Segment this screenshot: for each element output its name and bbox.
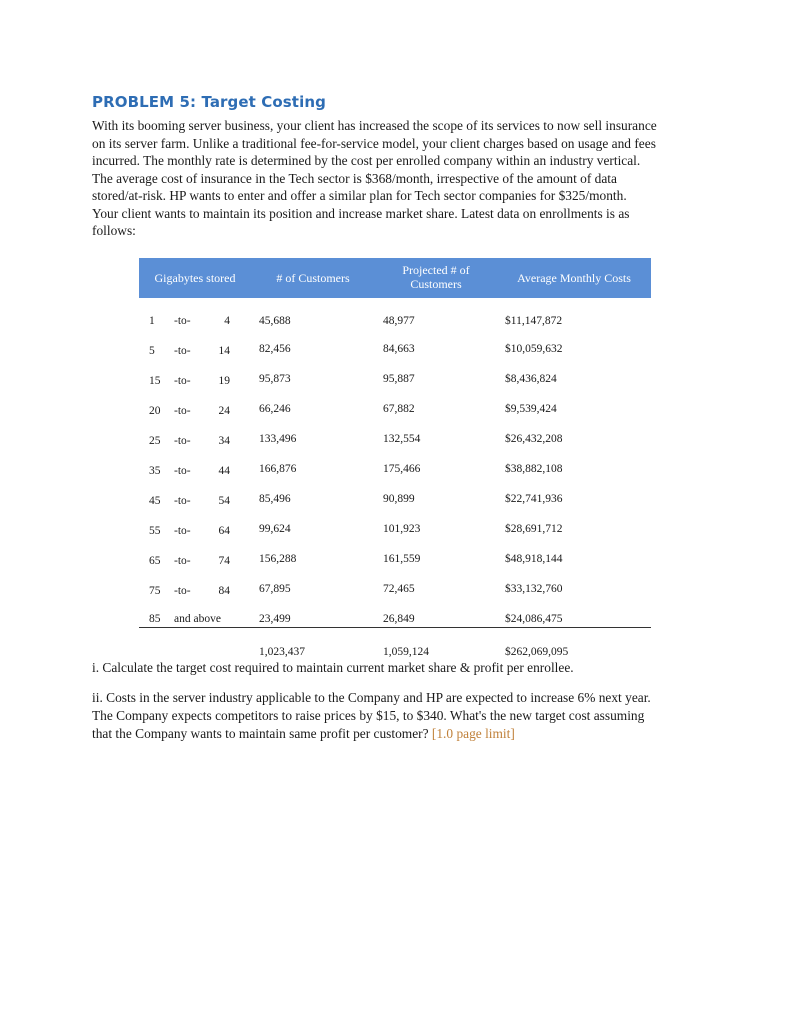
intro-line: follows: <box>92 223 136 238</box>
range-from: 5 <box>149 345 155 357</box>
intro-line: on its server farm. Unlike a traditional fee-for-service model, your client charges based on usage and fees <box>92 135 656 151</box>
cell-customers: 95,873 <box>259 373 291 385</box>
header-projected-line2: Customers <box>410 277 462 291</box>
range-to: 84 <box>218 585 230 597</box>
question-ii-line: The Company expects competitors to raise prices by $15, to $340. What's the new target cost assuming <box>92 708 645 723</box>
cell-costs: $24,086,475 <box>505 613 563 625</box>
question-ii-last-line <box>92 725 515 743</box>
cell-projected: 72,465 <box>383 583 415 595</box>
cell-customers: 85,496 <box>259 493 291 505</box>
cell-costs: $38,882,108 <box>505 463 563 475</box>
cell-projected: 132,554 <box>383 433 421 445</box>
question-ii-line: that the Company wants to maintain same profit per customer? <box>92 726 429 741</box>
range-from: 65 <box>149 555 161 567</box>
total-projected: 1,059,124 <box>383 646 429 658</box>
cell-customers: 99,624 <box>259 523 291 535</box>
cell-projected: 48,977 <box>383 315 415 327</box>
intro-line: Your client wants to maintain its position and increase market share. Latest data on enrollments is as <box>92 205 630 221</box>
cell-customers: 133,496 <box>259 433 297 445</box>
range-to: 34 <box>218 435 230 447</box>
range-from: 55 <box>149 525 161 537</box>
range-from: 75 <box>149 585 161 597</box>
cell-customers: 166,876 <box>259 463 297 475</box>
intro-line: stored/at-risk. HP wants to enter and offer a similar plan for Tech sector companies for $325/month. <box>92 188 627 203</box>
intro-line: The average cost of insurance in the Tech sector is $368/month, irrespective of the amount of data <box>92 170 617 186</box>
range-from: 20 <box>149 405 161 417</box>
cell-costs: $8,436,824 <box>505 373 557 385</box>
cell-costs: $48,918,144 <box>505 553 563 565</box>
range-label: and above <box>174 613 221 625</box>
range-from: 1 <box>149 315 155 327</box>
range-sep: -to- <box>174 495 191 507</box>
problem-heading: PROBLEM 5: Target Costing <box>92 93 326 111</box>
header-projected-line1: Projected # of <box>402 263 470 277</box>
range-sep: -to- <box>174 405 191 417</box>
range-to: 54 <box>218 495 230 507</box>
range-from: 15 <box>149 375 161 387</box>
table-header <box>139 258 651 298</box>
intro-paragraph <box>92 117 702 240</box>
cell-projected: 84,663 <box>383 343 415 355</box>
question-i: i. Calculate the target cost required to maintain current market share & profit per enrollee. <box>92 660 574 675</box>
page-limit-note: [1.0 page limit] <box>431 726 515 741</box>
range-sep: -to- <box>174 375 191 387</box>
header-customers: # of Customers <box>276 271 350 285</box>
range-sep: -to- <box>174 525 191 537</box>
header-costs: Average Monthly Costs <box>517 271 631 285</box>
range-to: 14 <box>218 345 230 357</box>
cell-projected: 90,899 <box>383 493 415 505</box>
range-from: 85 <box>149 613 161 625</box>
range-sep: -to- <box>174 465 191 477</box>
range-from: 35 <box>149 465 161 477</box>
cell-costs: $28,691,712 <box>505 523 563 535</box>
range-from: 45 <box>149 495 161 507</box>
cell-projected: 175,466 <box>383 463 421 475</box>
range-sep: -to- <box>174 555 191 567</box>
cell-customers: 67,895 <box>259 583 291 595</box>
range-sep: -to- <box>174 585 191 597</box>
cell-projected: 101,923 <box>383 523 421 535</box>
table-bottom-rule <box>139 627 651 628</box>
intro-line: incurred. The monthly rate is determined by the cost per enrolled company within an industry vertical. <box>92 153 641 168</box>
range-sep: -to- <box>174 315 191 327</box>
cell-customers: 156,288 <box>259 553 297 565</box>
cell-costs: $26,432,208 <box>505 433 563 445</box>
cell-costs: $33,132,760 <box>505 583 563 595</box>
total-costs: $262,069,095 <box>505 646 569 658</box>
header-projected <box>375 263 497 291</box>
cell-customers: 45,688 <box>259 315 291 327</box>
total-customers: 1,023,437 <box>259 646 305 658</box>
range-to: 24 <box>218 405 230 417</box>
header-gigabytes: Gigabytes stored <box>154 271 236 285</box>
cell-customers: 23,499 <box>259 613 291 625</box>
cell-customers: 66,246 <box>259 403 291 415</box>
range-to: 64 <box>218 525 230 537</box>
cell-projected: 95,887 <box>383 373 415 385</box>
range-to: 19 <box>218 375 230 387</box>
range-to: 74 <box>218 555 230 567</box>
intro-line: With its booming server business, your client has increased the scope of its services to now sell insurance <box>92 118 657 133</box>
question-ii-line: ii. Costs in the server industry applicable to the Company and HP are expected to increase 6% next year. <box>92 690 651 705</box>
cell-projected: 161,559 <box>383 553 421 565</box>
cell-projected: 67,882 <box>383 403 415 415</box>
cell-costs: $11,147,872 <box>505 315 563 327</box>
range-to: 4 <box>224 315 230 327</box>
range-to: 44 <box>218 465 230 477</box>
cell-customers: 82,456 <box>259 343 291 355</box>
range-sep: -to- <box>174 435 191 447</box>
cell-costs: $10,059,632 <box>505 343 563 355</box>
range-from: 25 <box>149 435 161 447</box>
cell-costs: $22,741,936 <box>505 493 563 505</box>
range-sep: -to- <box>174 345 191 357</box>
cell-projected: 26,849 <box>383 613 415 625</box>
cell-costs: $9,539,424 <box>505 403 557 415</box>
